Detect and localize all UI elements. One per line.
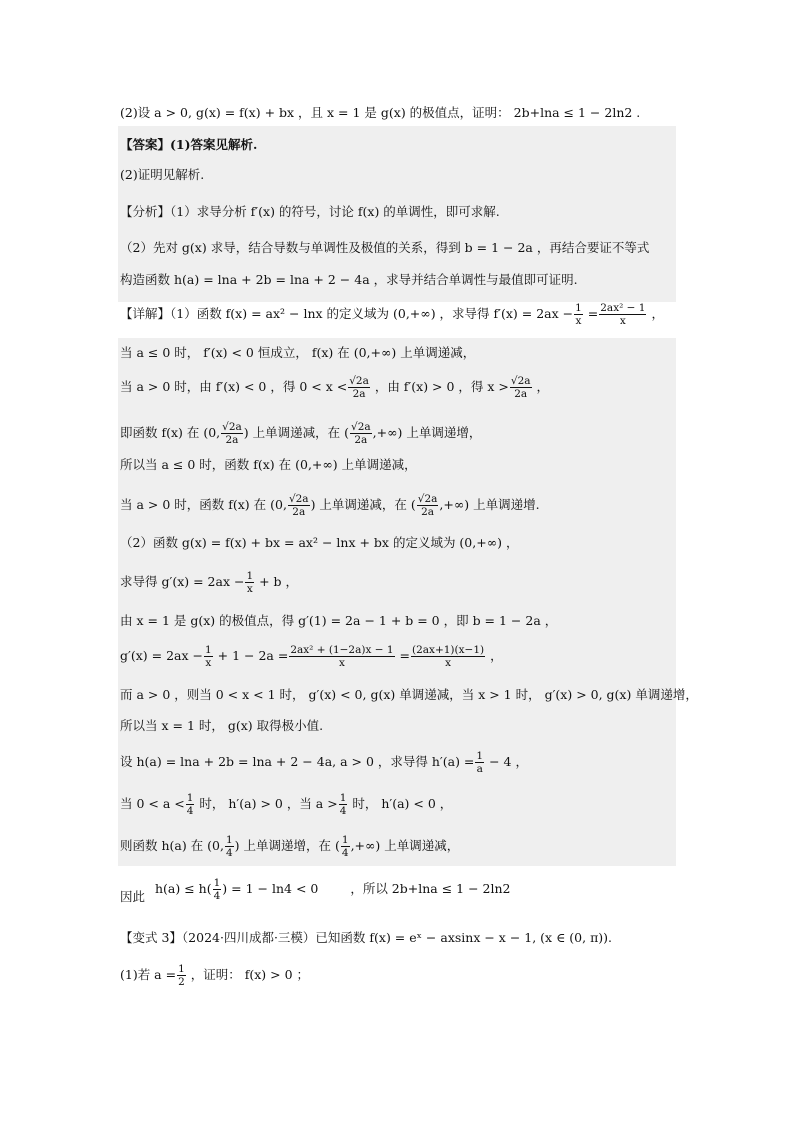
- detail-line-13: 设 h(a) = lna + 2b = lna + 2 − 4a, a > 0 ，求导得 h′(a) = $\frac{1}{a}$ − 4 ，: [120, 750, 528, 775]
- detail-line-11: 而 a > 0 ，则当 0 < x < 1 时， g′(x) < 0, g(x) 单调递减，当 x > 1 时， g′(x) > 0, g(x) 单调递增，: [120, 687, 698, 702]
- analysis-line-3: 构造函数 h(a) = lna + 2b = lna + 2 − 4a ，求导并结合单调性与最值即可证明.: [120, 272, 578, 287]
- detail-line-9: 由 x = 1 是 g(x) 的极值点，得 g′(1) = 2a − 1 + b = 0 ，即 b = 1 − 2a ，: [120, 613, 558, 628]
- detail-line-7: （2）函数 g(x) = f(x) + bx = ax² − lnx + bx 的定义域为 (0,+∞) ，: [120, 535, 519, 550]
- detail-line-10: g′(x) = 2ax − $\frac{1}{x}$ + 1 − 2a = $\frac{\text{2ax² + (1−2a)x − 1}}{x}$ = $\frac{(2ax+1)(x-1)}{x}$ ，: [120, 644, 503, 669]
- detail-line-3: 当 a > 0 时，由 f′(x) < 0 ，得 0 < x < $\frac{√2a}{2a}$ ，由 f′(x) > 0 ，得 x > $\frac{√2a}{2a}$ ，: [120, 375, 550, 400]
- detail-line-12: 所以当 x = 1 时， g(x) 取得极小值.: [120, 718, 324, 733]
- analysis-line-2: （2）先对 g(x) 求导，结合导数与单调性及极值的关系，得到 b = 1 − 2a ，再结合要证不等式: [120, 240, 650, 255]
- detail-line-8: 求导得 g′(x) = 2ax − $\frac{1}{x}$ + b ，: [120, 570, 299, 595]
- variant-3-title: 【变式 3】（2024·四川成都·三模）已知函数 f(x) = eˣ − axsinx − x − 1, (x ∈ (0, π)).: [120, 930, 613, 945]
- detail-line-6: 当 a > 0 时，函数 f(x) 在 (0, $\frac{√2a}{2a}$ ) 上单调递减，在 ( $\frac{√2a}{2a}$ ,+∞) 上单调递增.: [120, 493, 540, 518]
- detail-line-4: 即函数 f(x) 在 (0, $\frac{√2a}{2a}$ ) 上单调递减，在 ( $\frac{√2a}{2a}$ ,+∞) 上单调递增，: [120, 421, 482, 446]
- detail-line-14: 当 0 < a < $\frac{1}{4}$ 时， h′(a) > 0 ，当 a > $\frac{1}{4}$ 时， h′(a) < 0 ，: [120, 792, 453, 817]
- analysis-line-1: 【分析】（1）求导分析 f′(x) 的符号，讨论 f(x) 的单调性，即可求解.: [120, 204, 500, 219]
- answer-shade: [118, 338, 676, 866]
- detail-line-5: 所以当 a ≤ 0 时，函数 f(x) 在 (0,+∞) 上单调递减，: [120, 457, 417, 472]
- question-part-2: (2)设 a > 0, g(x) = f(x) + bx ，且 x = 1 是 g(x) 的极值点，证明： 2b+lna ≤ 1 − 2ln2 .: [120, 105, 641, 120]
- detail-line-2: 当 a ≤ 0 时， f′(x) < 0 恒成立， f(x) 在 (0,+∞) 上单调递减，: [120, 345, 476, 360]
- answer-line-2: (2)证明见解析.: [120, 167, 205, 182]
- detail-line-1: 【详解】（1）函数 f(x) = ax² − lnx 的定义域为 (0,+∞) ，求导得 f′(x) = 2ax − $\frac{1}{x}$ = $\frac{\text{2ax² − 1}}{x}$ ，: [120, 302, 664, 327]
- answer-line-1: 【答案】(1)答案见解析.: [120, 137, 258, 152]
- detail-line-15: 则函数 h(a) 在 (0, $\frac{1}{4}$ ) 上单调递增，在 ( $\frac{1}{4}$ ,+∞) 上单调递减，: [120, 834, 460, 859]
- detail-line-16: 因此 h(a) ≤ h( $\frac{1}{4}$ ) = 1 − ln4 < 0 ，所以 2b+lna ≤ 1 − 2ln2: [120, 877, 511, 904]
- variant-3-part-1: (1)若 a = $\frac{1}{2}$ ，证明： f(x) > 0 ；: [120, 963, 310, 988]
